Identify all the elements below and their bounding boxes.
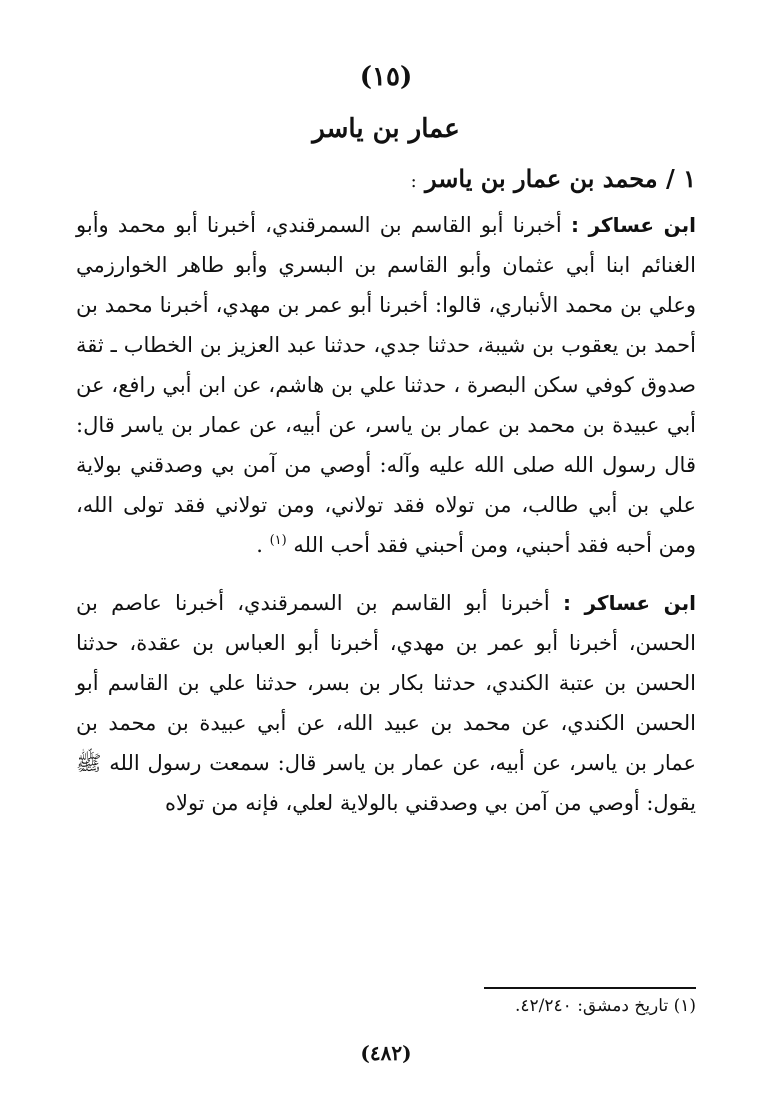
footnote-divider bbox=[484, 987, 696, 989]
chapter-title: عمار بن ياسر bbox=[312, 114, 460, 144]
entry-heading-text: ١ / محمد بن عمار بن ياسر bbox=[425, 164, 696, 193]
narration-paragraph bbox=[76, 205, 696, 565]
narration-ending: . bbox=[256, 533, 263, 557]
page-number: (٤٨٢) bbox=[360, 1041, 412, 1065]
narration-source: ابن عساكر : bbox=[570, 213, 696, 237]
narration-source: ابن عساكر : bbox=[562, 591, 696, 615]
narration-text: أخبرنا أبو القاسم بن السمرقندي، أخبرنا عاصم بن الحسن، أخبرنا أبو عمر بن مهدي، أخبرنا أبو العباس بن عقدة، حدثنا الحسن بن عتبة الكندي، حدثنا بكار بن بسر، حدثنا علي بن القاسم أبو الحسن الكندي، عن محمد بن عبيد الله، عن أبي عبيدة بن محمد بن عمار بن ياسر، عن أبيه، عن عمار بن ياسر قال: سمعت رسول الله ﷺ يقول: أوصي من آمن بي وصدقني بالولاية لعلي، فإنه من تولاه bbox=[76, 591, 696, 815]
entry-heading bbox=[76, 164, 696, 193]
narration-paragraph bbox=[76, 583, 696, 823]
narration-text: أخبرنا أبو القاسم بن السمرقندي، أخبرنا أبو محمد وأبو الغنائم ابنا أبي عثمان وأبو القاسم بن البسري وأبو طاهر الخوارزمي وعلي بن محمد الأنباري، قالوا: أخبرنا أبو عمر بن مهدي، أخبرنا محمد بن أحمد بن يعقوب بن شيبة، حدثنا جدي، حدثنا عبد العزيز بن الخطاب ـ ثقة صدوق كوفي سكن البصرة ، حدثنا علي بن هاشم، عن ابن أبي رافع، عن أبي عبيدة بن محمد بن عمار بن ياسر، عن أبيه، عن عمار بن ياسر قال: قال رسول الله صلى الله عليه وآله: أوصي من آمن بي وصدقني بولاية علي بن أبي طالب، من تولاه فقد تولاني، ومن تولاني فقد تولى الله، ومن أحبه فقد أحبني، ومن أحبني فقد أحب الله bbox=[76, 213, 696, 557]
footnote-ref[interactable]: (١) bbox=[269, 533, 287, 548]
entry-heading-suffix: : bbox=[410, 171, 417, 192]
chapter-number: (١٥) bbox=[359, 62, 413, 92]
footnote: (١) تاريخ دمشق: ٤٢/٢٤٠. bbox=[515, 996, 696, 1016]
